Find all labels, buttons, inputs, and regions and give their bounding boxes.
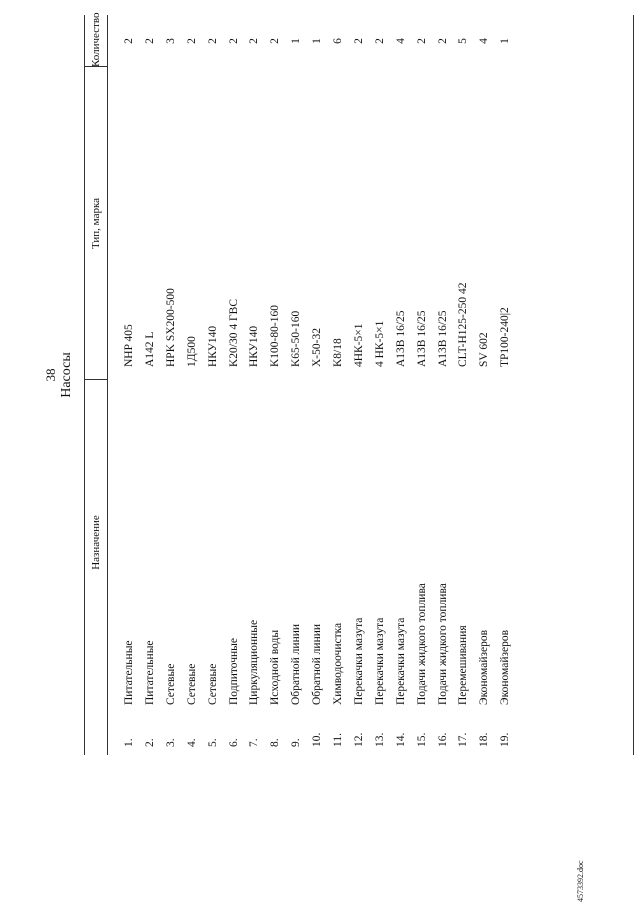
row-type-brand: A13B 16/25: [394, 310, 407, 367]
row-number: 7.: [248, 738, 261, 747]
row-number: 4.: [185, 738, 198, 747]
table-title: Насосы: [59, 352, 74, 398]
row-type-brand: SV 602: [478, 332, 491, 367]
row-quantity: 1: [499, 38, 512, 44]
row-number: 17.: [457, 732, 470, 747]
table-bottom-border: [633, 15, 634, 755]
row-purpose: Обратной линии: [290, 623, 303, 705]
row-type-brand: X-50-32: [311, 328, 324, 367]
row-purpose: Экономайзеров: [478, 629, 491, 705]
row-purpose: Обратной линии: [311, 623, 324, 705]
row-quantity: 2: [436, 38, 449, 44]
row-number: 9.: [290, 738, 303, 747]
row-type-brand: 4НК-5×1: [352, 323, 365, 367]
row-number: 2.: [143, 738, 156, 747]
column-header-qty: Количество: [90, 12, 102, 67]
row-number: 15.: [415, 732, 428, 747]
row-number: 8.: [269, 738, 282, 747]
column-header-type: Тип, марка: [90, 197, 102, 250]
row-type-brand: НКУ140: [248, 325, 261, 367]
row-purpose: Питательные: [123, 640, 135, 705]
row-quantity: 6: [332, 38, 344, 44]
row-quantity: 1: [290, 38, 303, 44]
row-quantity: 2: [206, 38, 219, 44]
row-type-brand: A13B 16/25: [436, 310, 449, 367]
row-purpose: Подачи жидкого топлива: [415, 583, 428, 705]
row-quantity: 2: [143, 38, 156, 44]
row-quantity: 2: [373, 38, 386, 44]
page-number: 38: [43, 368, 58, 382]
row-quantity: 4: [478, 38, 491, 44]
row-number: 1.: [123, 738, 135, 747]
row-quantity: 2: [269, 38, 282, 44]
row-quantity: 2: [352, 38, 365, 44]
row-quantity: 5: [457, 38, 470, 44]
row-purpose: Подпиточные: [227, 638, 240, 705]
row-purpose: Подачи жидкого топлива: [436, 583, 449, 705]
row-type-brand: TP100-240|2: [499, 307, 512, 367]
row-purpose: Сетевые: [206, 663, 219, 705]
row-number: 16.: [436, 732, 449, 747]
row-purpose: Перекачки мазута: [352, 617, 365, 705]
row-quantity: 2: [185, 38, 198, 44]
row-purpose: Сетевые: [185, 663, 198, 705]
row-purpose: Химводоочистка: [332, 622, 344, 705]
row-purpose: Перекачки мазута: [394, 617, 407, 705]
row-quantity: 2: [415, 38, 428, 44]
row-quantity: 1: [311, 38, 324, 44]
row-quantity: 2: [123, 38, 135, 44]
row-number: 11.: [332, 733, 344, 747]
row-type-brand: 4 НК-5×1: [373, 320, 386, 367]
rotated-page: [43, 12, 640, 747]
footer-doc-id: 4573392.doc: [576, 860, 585, 902]
row-type-brand: K20/30 4 ГВС: [227, 299, 240, 367]
row-type-brand: K8/18: [332, 338, 344, 367]
row-type-brand: 1Д500: [185, 336, 198, 367]
row-type-brand: CLT-H125-250 42: [457, 282, 470, 367]
row-number: 3.: [164, 738, 177, 747]
row-quantity: 4: [394, 38, 407, 44]
row-type-brand: NHP 405: [123, 324, 135, 367]
row-quantity: 2: [227, 38, 240, 44]
row-type-brand: A142 L: [143, 331, 156, 367]
row-purpose: Исходной воды: [269, 629, 282, 705]
row-number: 14.: [394, 732, 407, 747]
row-number: 13.: [373, 732, 386, 747]
row-type-brand: НКУ140: [206, 325, 219, 367]
row-number: 6.: [227, 738, 240, 747]
row-purpose: Сетевые: [164, 663, 177, 705]
row-quantity: 3: [164, 38, 177, 44]
row-purpose: Питательные: [143, 640, 156, 705]
row-type-brand: A13B 16/25: [415, 310, 428, 367]
row-purpose: Перемешивания: [457, 625, 470, 705]
column-header-name: Назначение: [90, 515, 102, 570]
row-purpose: Циркуляционные: [248, 619, 261, 705]
row-number: 12.: [352, 732, 365, 747]
row-quantity: 2: [248, 38, 261, 44]
row-purpose: Перекачки мазута: [373, 617, 386, 705]
row-number: 10.: [311, 732, 324, 747]
row-type-brand: K100-80-160: [269, 305, 282, 367]
row-number: 18.: [478, 732, 491, 747]
row-type-brand: HPK SX200-500: [164, 288, 177, 367]
header-bottom-border: [107, 15, 108, 755]
row-purpose: Экономайзеров: [499, 629, 512, 705]
row-number: 5.: [206, 738, 219, 747]
row-type-brand: K65-50-160: [290, 310, 303, 367]
row-number: 19.: [499, 732, 512, 747]
